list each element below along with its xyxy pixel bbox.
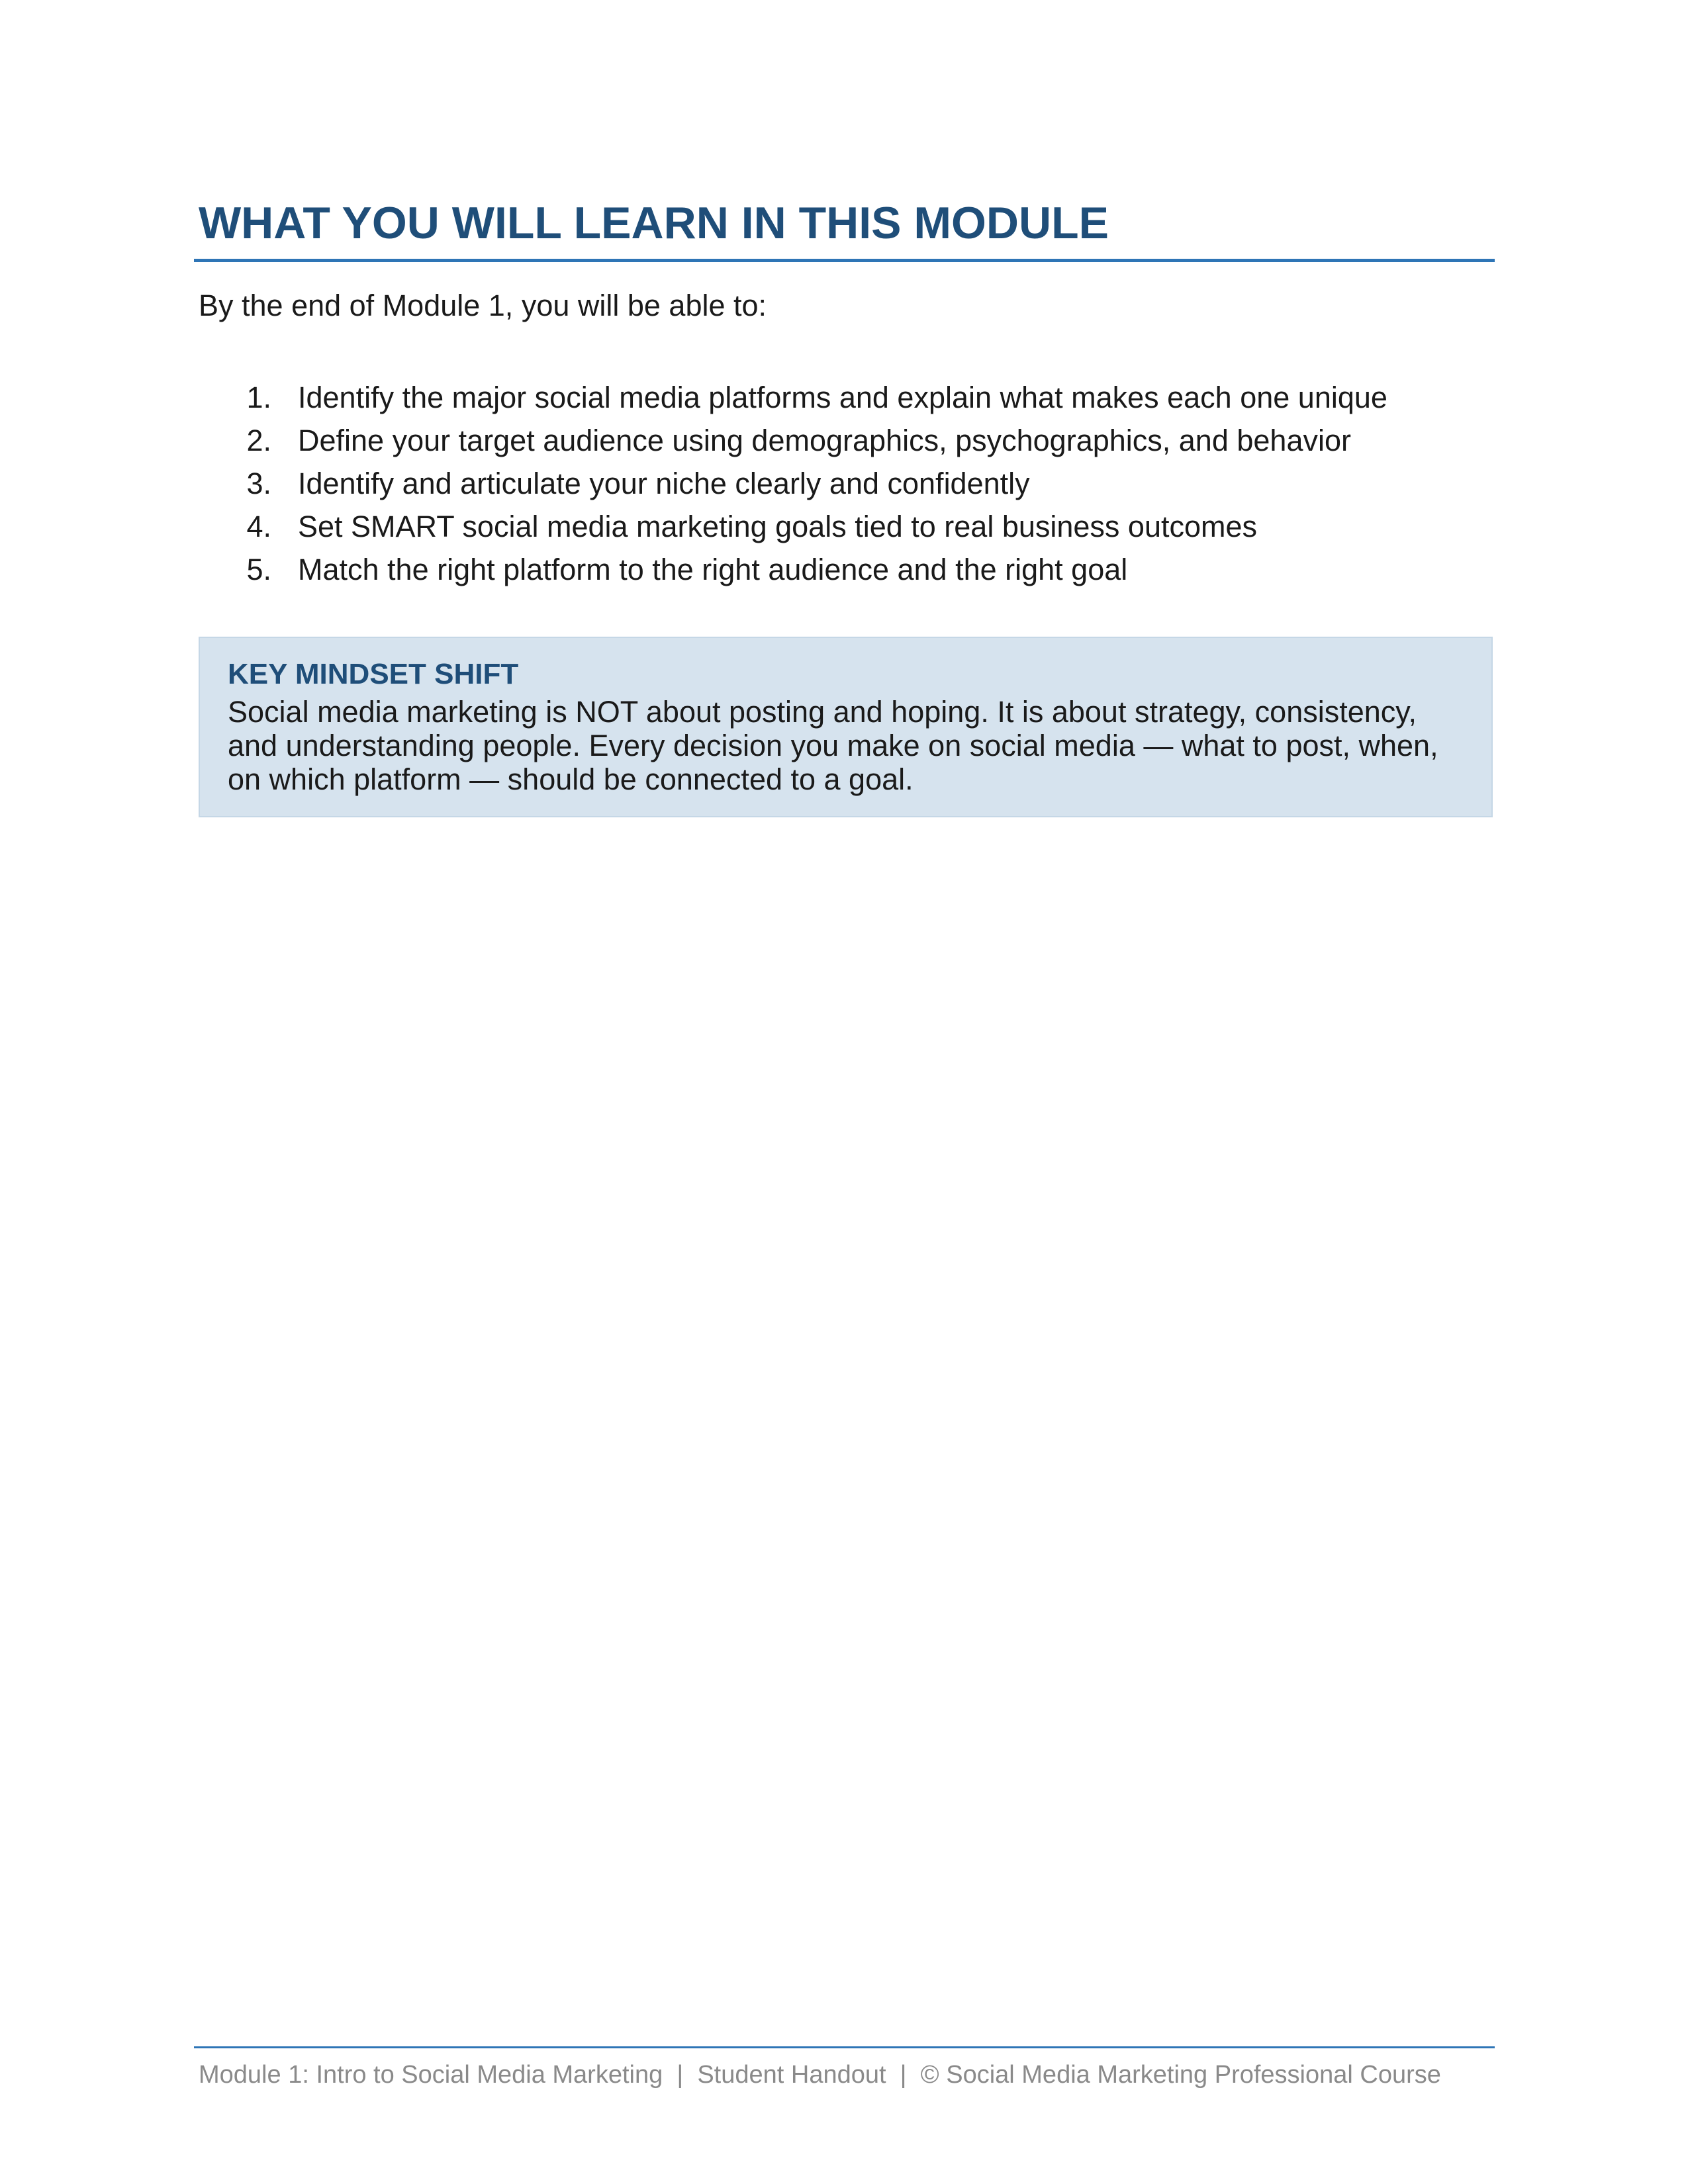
key-mindset-callout <box>199 637 1493 817</box>
list-item-number: 4. <box>246 510 271 543</box>
title-divider <box>194 259 1495 262</box>
learning-objectives-list <box>199 376 1387 591</box>
list-item-number: 2. <box>246 424 271 457</box>
list-item-text: Set SMART social media marketing goals tied to real business outcomes <box>298 510 1258 543</box>
callout-body: Social media marketing is NOT about posting and hoping. It is about strategy, consistency, and understanding people. Every decision you make on social media — what to post, when, on which platform — should be connected to a goal. <box>228 695 1438 796</box>
list-item <box>199 376 1387 419</box>
list-item <box>199 548 1387 591</box>
page-title: WHAT YOU WILL LEARN IN THIS MODULE <box>199 198 1109 248</box>
page-footer: Module 1: Intro to Social Media Marketing | Student Handout | © Social Media Marketing Professional Course <box>199 2061 1441 2089</box>
list-item-text: Identify the major social media platforms and explain what makes each one unique <box>298 381 1387 414</box>
footer-divider <box>194 2046 1495 2048</box>
list-item-number: 1. <box>246 381 271 414</box>
list-item-number: 3. <box>246 467 271 500</box>
callout-title: KEY MINDSET SHIFT <box>228 658 519 690</box>
list-item-text: Define your target audience using demographics, psychographics, and behavior <box>298 424 1351 457</box>
intro-text: By the end of Module 1, you will be able to: <box>199 289 767 322</box>
list-item <box>199 419 1387 462</box>
list-item-text: Match the right platform to the right audience and the right goal <box>298 553 1128 586</box>
list-item-text: Identify and articulate your niche clearly and confidently <box>298 467 1030 500</box>
list-item-number: 5. <box>246 553 271 586</box>
list-item <box>199 505 1387 548</box>
list-item <box>199 462 1387 505</box>
